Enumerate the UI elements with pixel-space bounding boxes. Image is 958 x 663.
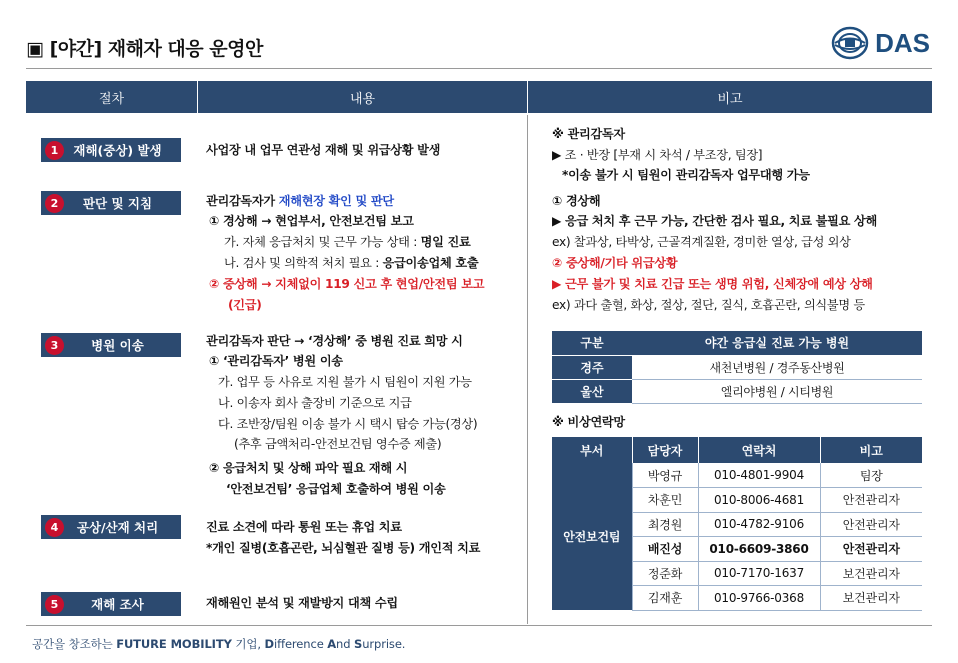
table-header-cell: 부서 [552, 437, 632, 463]
contact-title: ※ 비상연락망 [552, 415, 625, 429]
note-minor-title: ① 경상해 [552, 194, 601, 208]
contact-table [552, 437, 922, 611]
table-cell: 안전관리자 [820, 488, 922, 513]
table-row [552, 355, 922, 379]
table-header-cell: 비고 [820, 437, 922, 463]
table-cell: 010-4801-9904 [698, 463, 820, 488]
table-cell: 010-4782-9106 [698, 512, 820, 537]
table-cell: 보건관리자 [820, 561, 922, 586]
column-divider [527, 115, 528, 624]
step-label: 재해 조사 [91, 597, 144, 612]
das-logo-icon [831, 26, 869, 60]
table-cell: 새천년병원 / 경주동산병원 [632, 355, 922, 379]
table-cell: 팀장 [820, 463, 922, 488]
dept-cell: 안전보건팀 [552, 463, 632, 610]
note-major-desc: ▶ 근무 불가 및 치료 긴급 또는 생명 위험, 신체장애 예상 상해 [552, 277, 873, 291]
table-cell: 보건관리자 [820, 586, 922, 611]
note-major-title: ② 중상해/기타 위급상황 [552, 256, 678, 270]
step-2-line-2: ① 경상해 → 현업부서, 안전보건팀 보고 [209, 214, 414, 228]
step-3-line-2: ① ‘관리감독자’ 병원 이송 [209, 354, 343, 368]
step-4-line-1: 진료 소견에 따라 통원 또는 휴업 치료 [206, 520, 402, 534]
step-number: 1 [45, 141, 64, 160]
table-header-cell: 구분 [552, 331, 632, 355]
note-minor-desc: ▶ 응급 처치 후 근무 가능, 간단한 검사 필요, 치료 불필요 상해 [552, 214, 877, 228]
step-1-badge [41, 138, 181, 162]
table-cell: 010-6609-3860 [698, 537, 820, 562]
table-cell: 차훈민 [632, 488, 698, 513]
table-cell: 박영규 [632, 463, 698, 488]
step-3-line-3: 가. 업무 등 사유로 지원 불가 시 팀원이 지원 가능 [218, 375, 472, 389]
step-3-line-5: 다. 조반장/팀원 이송 불가 시 택시 탑승 가능(경상) [218, 417, 478, 431]
step-label: 판단 및 지침 [82, 196, 153, 211]
table-cell: 안전관리자 [820, 537, 922, 562]
hospital-table [552, 331, 922, 404]
step-label: 공상/산재 처리 [76, 520, 159, 535]
step-4-line-2: *개인 질병(호흡곤란, 뇌심혈관 질병 등) 개인적 치료 [206, 541, 481, 555]
step-number: 2 [45, 194, 64, 213]
step-2-line-6: (긴급) [228, 298, 262, 312]
step-2-line-4: 나. 검사 및 의학적 처치 필요 : 응급이송업체 호출 [224, 256, 479, 270]
table-cell: 울산 [552, 379, 632, 403]
note-supervisor-title: ※ 관리감독자 [552, 127, 625, 141]
table-cell: 010-7170-1637 [698, 561, 820, 586]
table-cell: 경주 [552, 355, 632, 379]
table-header-cell: 연락처 [698, 437, 820, 463]
table-cell: 최경원 [632, 512, 698, 537]
bottom-divider [26, 625, 932, 626]
header-note: 비고 [528, 81, 932, 113]
table-cell: 안전관리자 [820, 512, 922, 537]
step-3-line-6: (추후 금액처리-안전보건팀 영수증 제출) [234, 437, 442, 451]
note-major-ex: ex) 과다 출혈, 화상, 절상, 절단, 질식, 호흡곤란, 의식불명 등 [552, 298, 865, 312]
step-3-badge [41, 333, 181, 357]
logo-text: DAS [875, 27, 930, 58]
note-minor-ex: ex) 찰과상, 타박상, 근골격계질환, 경미한 열상, 급성 외상 [552, 235, 851, 249]
note-supervisor-line: ▶ 조 · 반장 [부재 시 차석 / 부조장, 팀장] [552, 148, 763, 162]
step-5-badge [41, 592, 181, 616]
title-divider [26, 68, 932, 69]
table-header-row [552, 437, 922, 463]
step-2-line-1: 관리감독자가 재해현장 확인 및 판단 [206, 194, 394, 208]
step-3-line-8: ‘안전보건팀’ 응급업체 호출하여 병원 이송 [226, 482, 446, 496]
step-number: 5 [45, 595, 64, 614]
table-cell: 010-8006-4681 [698, 488, 820, 513]
step-3-line-4: 나. 이송자 회사 출장비 기준으로 지급 [218, 396, 412, 410]
table-header-cell: 담당자 [632, 437, 698, 463]
step-3-line-7: ② 응급처치 및 상해 파악 필요 재해 시 [209, 461, 408, 475]
table-cell: 정준화 [632, 561, 698, 586]
table-cell: 김재훈 [632, 586, 698, 611]
step-label: 병원 이송 [91, 338, 144, 353]
table-cell: 배진성 [632, 537, 698, 562]
step-number: 3 [45, 336, 64, 355]
table-cell: 엘리야병원 / 시티병원 [632, 379, 922, 403]
step-2-badge [41, 191, 181, 215]
step-2-line-5: ② 중상해 → 지체없이 119 신고 후 현업/안전팀 보고 [209, 277, 485, 291]
step-3-line-1: 관리감독자 판단 → ‘경상해’ 중 병원 진료 희망 시 [206, 334, 463, 348]
table-header-row [552, 331, 922, 355]
step-4-badge [41, 515, 181, 539]
step-1-content: 사업장 내 업무 연관성 재해 및 위급상황 발생 [206, 143, 441, 157]
header-content: 내용 [198, 81, 527, 113]
step-2-line-3: 가. 자체 응급처치 및 근무 가능 상태 : 명일 진료 [224, 235, 471, 249]
step-number: 4 [45, 518, 64, 537]
header-step: 절차 [26, 81, 197, 113]
step-5-content: 재해원인 분석 및 재발방지 대책 수립 [206, 596, 398, 610]
page-title: ▣ [야간] 재해자 대응 운영안 [26, 38, 263, 60]
table-cell: 010-9766-0368 [698, 586, 820, 611]
step-label: 재해(중상) 발생 [73, 143, 162, 158]
company-logo [831, 26, 930, 60]
table-row [552, 379, 922, 403]
note-supervisor-sub: *이송 불가 시 팀원이 관리감독자 업무대행 가능 [562, 168, 810, 182]
table-header-cell: 야간 응급실 진료 가능 병원 [632, 331, 922, 355]
footer-slogan: 공간을 창조하는 FUTURE MOBILITY 기업, Difference And Surprise. [32, 637, 406, 651]
table-row [552, 463, 922, 488]
